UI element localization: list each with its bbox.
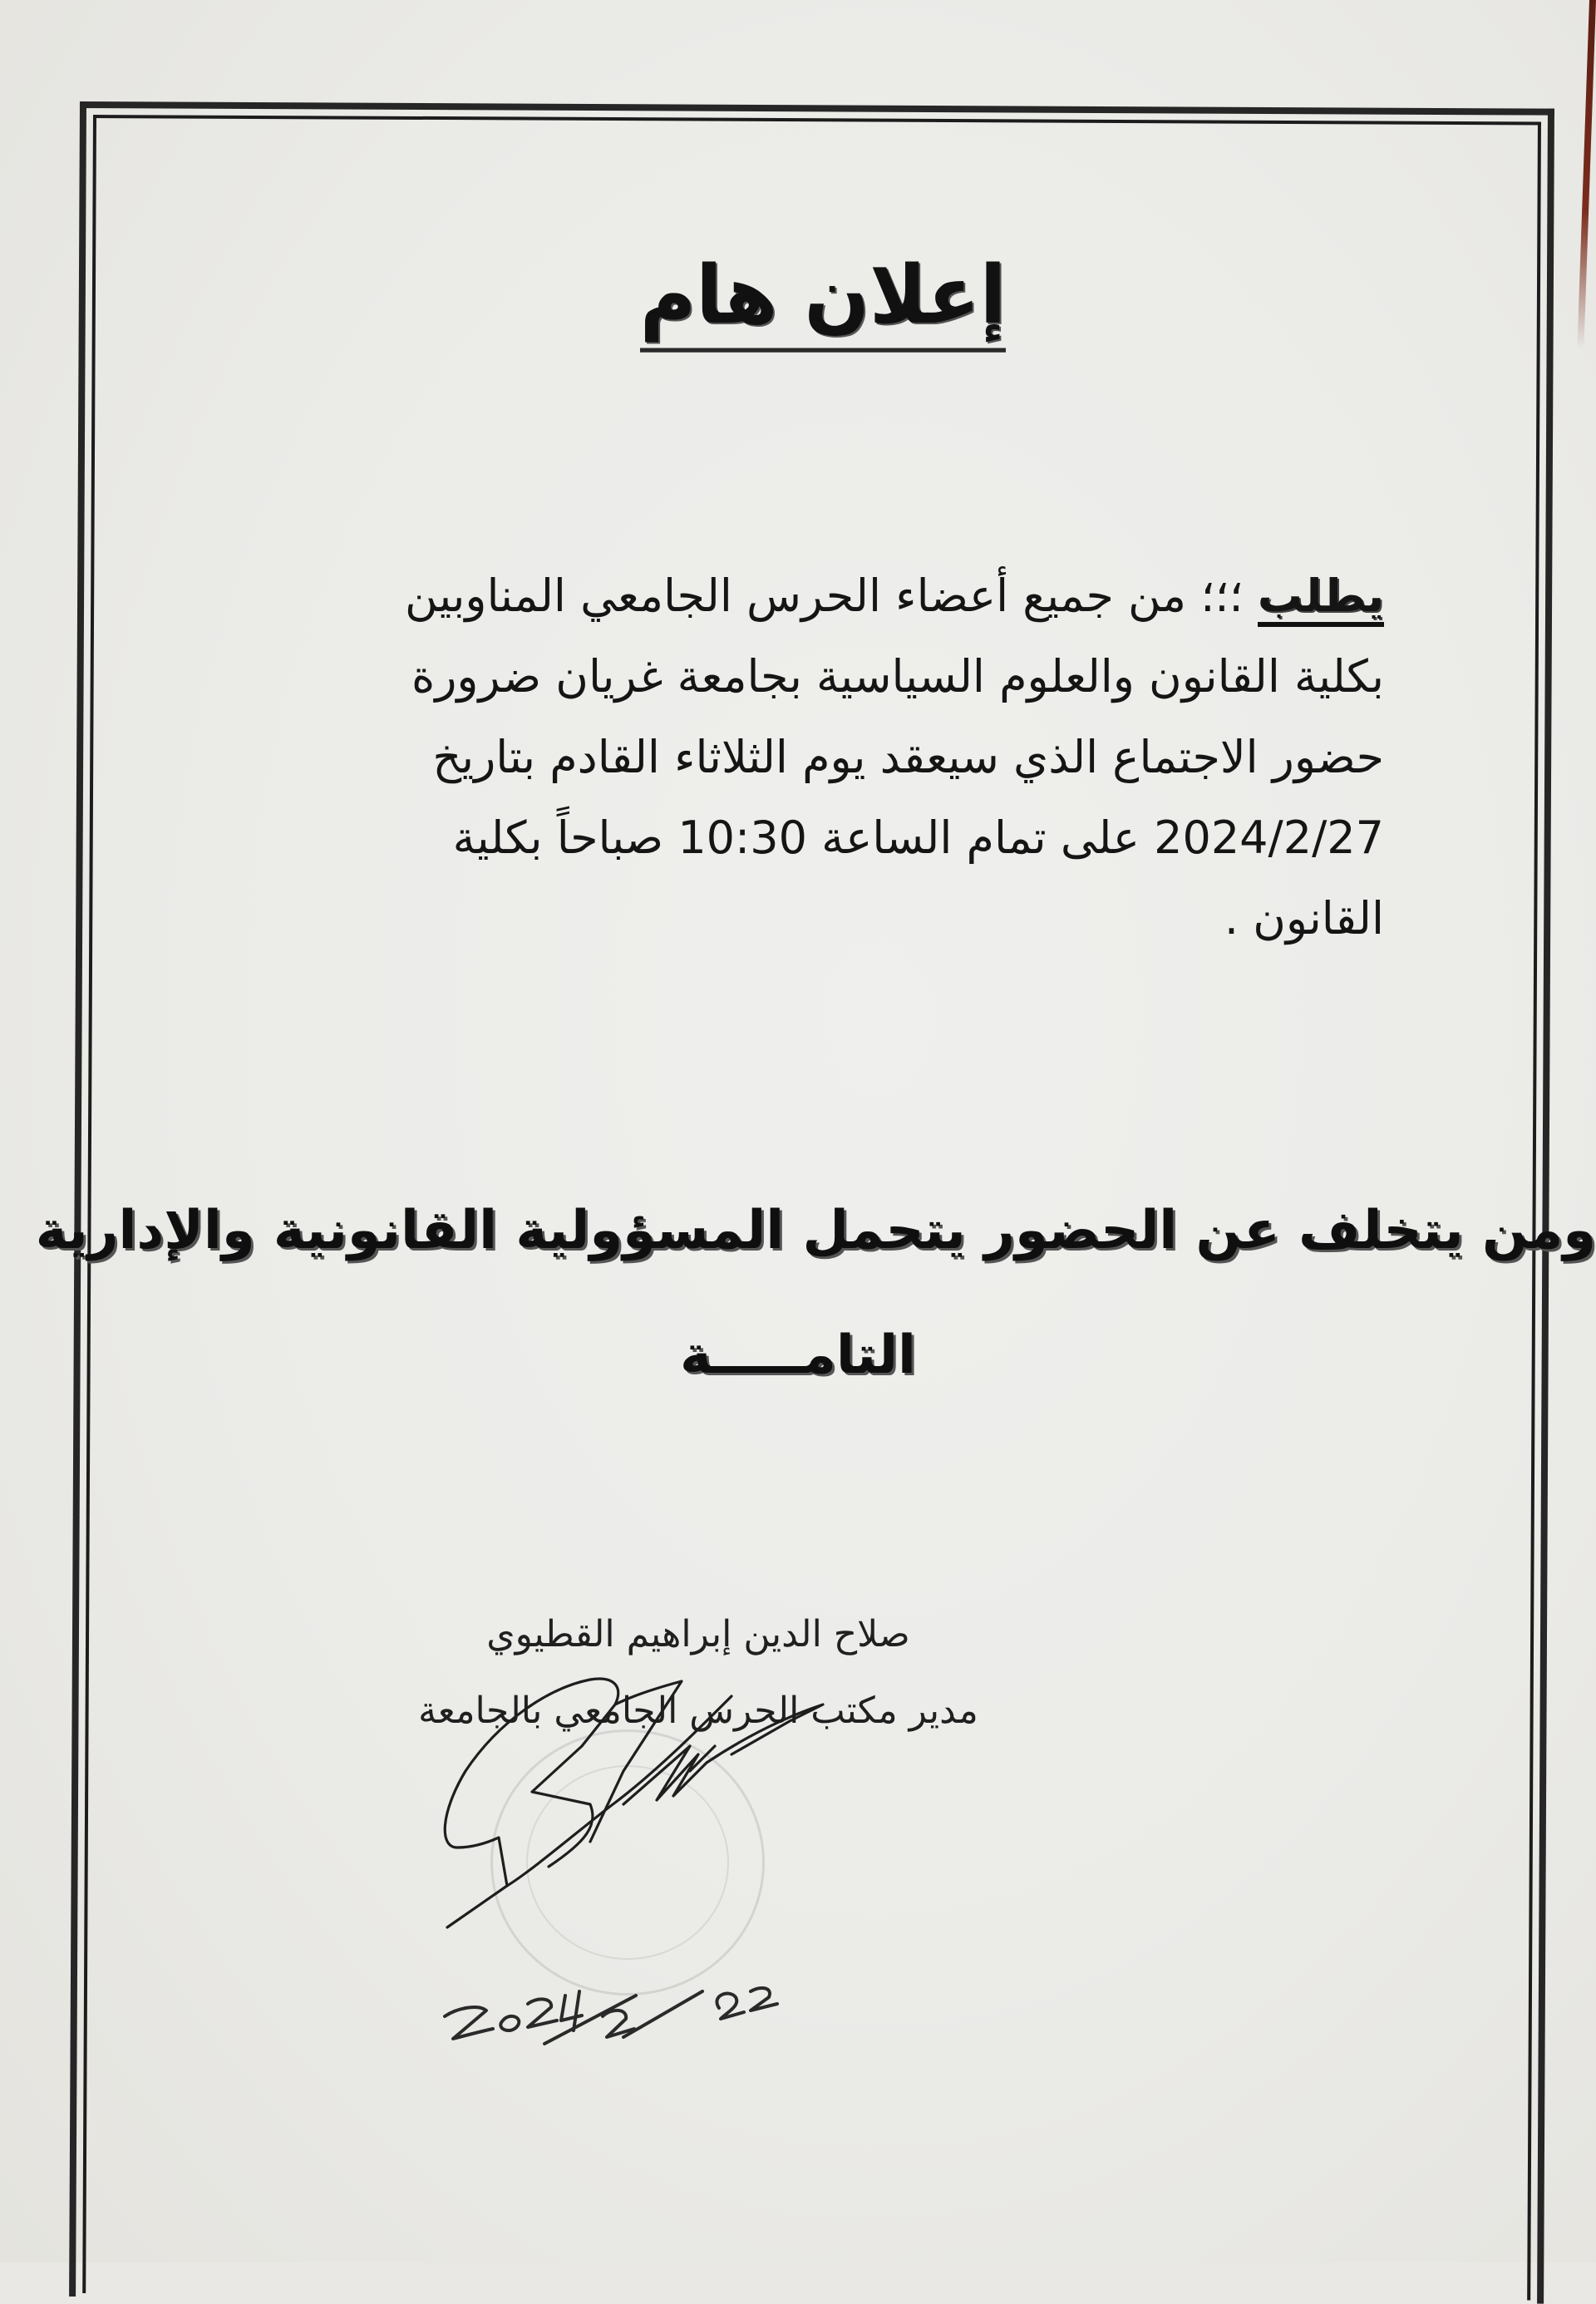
warning-line-1: ومن يتخلف عن الحضور يتحمل المسؤولية القانونية والإدارية bbox=[35, 1200, 1596, 1261]
body-line-5: القانون . bbox=[1224, 892, 1384, 945]
title-text: إعلان هام bbox=[640, 255, 1007, 353]
body-line-3: حضور الاجتماع الذي سيعقد يوم الثلاثاء القادم بتاريخ bbox=[432, 731, 1384, 783]
handwritten-signature-icon bbox=[341, 1630, 906, 1979]
announcement-body bbox=[254, 555, 1384, 959]
body-line-1 bbox=[254, 555, 1384, 636]
page-title bbox=[100, 248, 1546, 350]
lead-word: يطلب bbox=[1258, 570, 1384, 627]
handwritten-date-icon bbox=[420, 1946, 810, 2045]
body-line-4: 2024/2/27 على تمام الساعة 10:30 صباحاً بكلية bbox=[452, 812, 1384, 864]
signer-position: مدير مكتب الحرس الجامعي بالجامعة bbox=[418, 1690, 978, 1732]
body-line-1-text: ؛؛؛ من جميع أعضاء الحرس الجامعي المناوبين bbox=[404, 570, 1244, 622]
warning-notice bbox=[35, 1168, 1596, 1418]
signer-name: صلاح الدين إبراهيم القطيوي bbox=[486, 1613, 910, 1655]
body-line-2: بكلية القانون والعلوم السياسية بجامعة غريان ضرورة bbox=[411, 650, 1384, 703]
warning-line-2: التامـــــة bbox=[680, 1325, 916, 1386]
